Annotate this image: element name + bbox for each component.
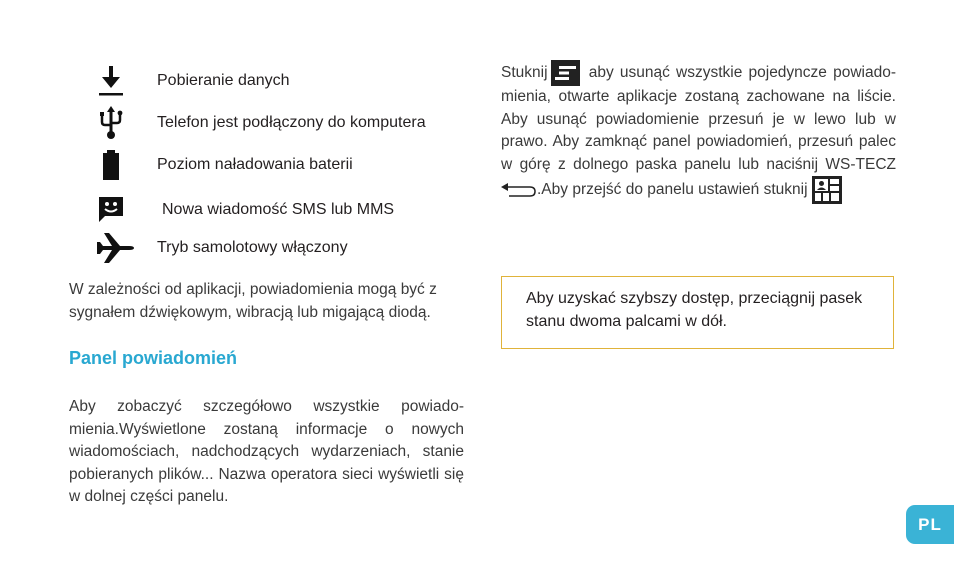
section-heading: Panel powiadomień <box>69 348 238 368</box>
legend-row-airplane <box>96 231 348 265</box>
sms-icon <box>96 193 126 227</box>
clear-notifications-paragraph <box>501 60 896 204</box>
clear-all-icon <box>551 60 580 86</box>
legend-label: Nowa wiadomość SMS lub MMS <box>162 201 395 218</box>
notifications-paragraph: W zależności od aplikacji, powiadomienia mogą być z sygnałem dźwiękowym, wibracją lub migającą diodą. <box>69 281 437 321</box>
legend-row-download <box>96 64 290 98</box>
back-arrow-icon <box>501 183 537 197</box>
usb-icon <box>96 106 126 140</box>
airplane-icon <box>96 231 136 265</box>
battery-icon <box>96 148 126 182</box>
language-tab: PL <box>906 505 954 544</box>
text-segment: aby usunąć wszystkie pojedyncze powiado-mienia, otwarte aplikacje zostaną zachowane na liście. Aby usunąć powiadomienie przesuń je w lewo lub w prawo. Aby zamknąć panel powiadomień, przesuń palec w górę z dolnego paska panelu lub naciśnij WS-TECZ <box>501 64 896 173</box>
legend-row-sms <box>96 193 395 227</box>
legend-label: Pobieranie danych <box>157 72 290 89</box>
legend-label: Tryb samolotowy włączony <box>157 239 348 256</box>
legend-label: Poziom naładowania baterii <box>157 156 353 173</box>
tip-box <box>501 276 894 349</box>
legend-row-usb <box>96 106 426 140</box>
tip-text: Aby uzyskać szybszy dostęp, przeciągnij pasek stanu dwoma palcami w dół. <box>526 290 863 330</box>
download-icon <box>96 64 126 98</box>
settings-panel-icon <box>812 176 842 204</box>
legend-label: Telefon jest podłączony do komputera <box>157 114 426 131</box>
legend-row-battery <box>96 148 353 182</box>
text-segment: .Aby przejść do panelu ustawień stuknij <box>537 181 812 199</box>
panel-paragraph: Aby zobaczyć szczegółowo wszystkie powiado-mienia.Wyświetlone zostaną informacje o nowych wiadomościach, nadchodzących wydarzeniach, stanie pobieranych plików... Nazwa operatora sieci wyświetli się w dolnej części panelu. <box>69 398 464 505</box>
text-segment: Stuknij <box>501 64 548 82</box>
